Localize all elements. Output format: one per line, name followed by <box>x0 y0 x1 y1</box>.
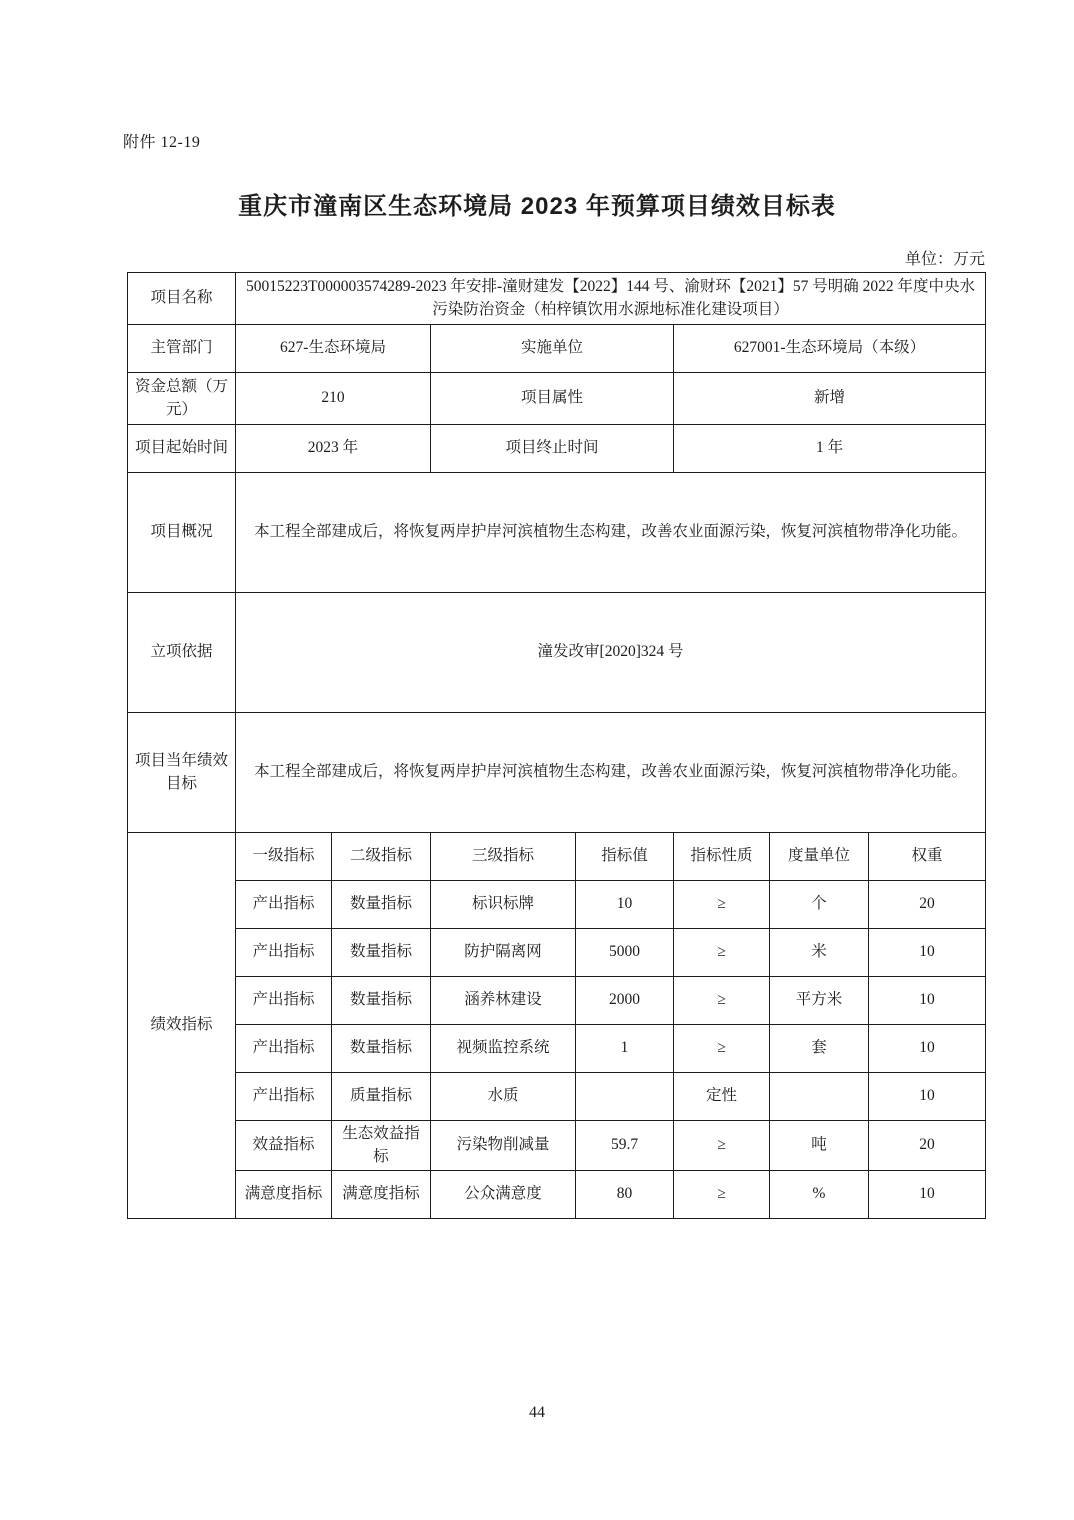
indicator-level3: 标识标牌 <box>431 881 576 929</box>
attachment-label: 附件 12-19 <box>123 134 201 151</box>
indicator-weight: 20 <box>869 881 986 929</box>
indicator-level2: 数量指标 <box>332 929 431 977</box>
indicator-level3: 污染物削减量 <box>431 1121 576 1171</box>
indicator-value: 80 <box>576 1171 674 1219</box>
table-row <box>128 713 986 833</box>
total-fund-label: 资金总额（万元） <box>128 373 236 425</box>
indicator-value: 1 <box>576 1025 674 1073</box>
indicator-weight: 10 <box>869 1171 986 1219</box>
impl-value: 627001-生态环境局（本级） <box>674 325 986 373</box>
indicator-level1: 满意度指标 <box>236 1171 332 1219</box>
page-title: 重庆市潼南区生态环境局 2023 年预算项目绩效目标表 <box>238 193 836 220</box>
indicator-row <box>128 1121 986 1171</box>
indicator-row <box>128 881 986 929</box>
indicator-level1: 产出指标 <box>236 977 332 1025</box>
indicator-level1: 产出指标 <box>236 1073 332 1121</box>
indicator-row <box>128 1171 986 1219</box>
indicator-nature: ≥ <box>674 1171 770 1219</box>
dept-value: 627-生态环境局 <box>236 325 431 373</box>
indicator-value: 2000 <box>576 977 674 1025</box>
total-fund-value: 210 <box>236 373 431 425</box>
header-level1: 一级指标 <box>236 833 332 881</box>
table-row <box>128 373 986 425</box>
header-unit: 度量单位 <box>770 833 869 881</box>
attribute-value: 新增 <box>674 373 986 425</box>
table-row <box>128 273 986 325</box>
annual-goal-value: 本工程全部建成后，将恢复两岸护岸河滨植物生态构建，改善农业面源污染，恢复河滨植物带净化功能。 <box>236 713 986 833</box>
indicator-unit: 平方米 <box>770 977 869 1025</box>
performance-target-table <box>127 272 986 1219</box>
header-level2: 二级指标 <box>332 833 431 881</box>
indicator-weight: 10 <box>869 929 986 977</box>
indicator-level2: 数量指标 <box>332 1025 431 1073</box>
indicator-weight: 20 <box>869 1121 986 1171</box>
indicator-level2: 质量指标 <box>332 1073 431 1121</box>
indicator-nature: ≥ <box>674 1025 770 1073</box>
impl-label: 实施单位 <box>431 325 674 373</box>
dept-label: 主管部门 <box>128 325 236 373</box>
indicator-level2: 生态效益指标 <box>332 1121 431 1171</box>
indicator-unit: 个 <box>770 881 869 929</box>
header-weight: 权重 <box>869 833 986 881</box>
table-row <box>128 325 986 373</box>
overview-label: 项目概况 <box>128 473 236 593</box>
table-row <box>128 425 986 473</box>
header-level3: 三级指标 <box>431 833 576 881</box>
indicator-level3: 公众满意度 <box>431 1171 576 1219</box>
indicator-level2: 数量指标 <box>332 881 431 929</box>
indicator-row <box>128 977 986 1025</box>
attribute-label: 项目属性 <box>431 373 674 425</box>
start-time-label: 项目起始时间 <box>128 425 236 473</box>
indicator-weight: 10 <box>869 1025 986 1073</box>
indicator-level1: 产出指标 <box>236 929 332 977</box>
indicator-unit <box>770 1073 869 1121</box>
indicator-row <box>128 1025 986 1073</box>
indicator-header-row <box>128 833 986 881</box>
indicator-nature: ≥ <box>674 929 770 977</box>
indicator-level3: 水质 <box>431 1073 576 1121</box>
basis-label: 立项依据 <box>128 593 236 713</box>
indicator-value <box>576 1073 674 1121</box>
project-name-label: 项目名称 <box>128 273 236 325</box>
page-number: 44 <box>529 1404 545 1421</box>
table-row <box>128 473 986 593</box>
start-time-value: 2023 年 <box>236 425 431 473</box>
indicator-unit: % <box>770 1171 869 1219</box>
indicator-nature: ≥ <box>674 881 770 929</box>
indicator-nature: ≥ <box>674 977 770 1025</box>
header-value: 指标值 <box>576 833 674 881</box>
indicator-level1: 效益指标 <box>236 1121 332 1171</box>
end-time-label: 项目终止时间 <box>431 425 674 473</box>
project-name-value: 50015223T000003574289-2023 年安排-潼财建发【2022】144 号、渝财环【2021】57 号明确 2022 年度中央水污染防治资金（柏梓镇饮用水源地标准化建设项目） <box>236 273 986 325</box>
table-row <box>128 593 986 713</box>
indicator-nature: 定性 <box>674 1073 770 1121</box>
indicator-nature: ≥ <box>674 1121 770 1171</box>
header-nature: 指标性质 <box>674 833 770 881</box>
indicator-unit: 吨 <box>770 1121 869 1171</box>
indicator-level3: 视频监控系统 <box>431 1025 576 1073</box>
indicator-level3: 涵养林建设 <box>431 977 576 1025</box>
indicator-level2: 满意度指标 <box>332 1171 431 1219</box>
basis-value: 潼发改审[2020]324 号 <box>236 593 986 713</box>
indicator-level1: 产出指标 <box>236 881 332 929</box>
indicators-section-label: 绩效指标 <box>128 833 236 1219</box>
indicator-level3: 防护隔离网 <box>431 929 576 977</box>
indicator-weight: 10 <box>869 977 986 1025</box>
overview-value: 本工程全部建成后，将恢复两岸护岸河滨植物生态构建，改善农业面源污染，恢复河滨植物带净化功能。 <box>236 473 986 593</box>
indicator-level1: 产出指标 <box>236 1025 332 1073</box>
indicator-level2: 数量指标 <box>332 977 431 1025</box>
annual-goal-label: 项目当年绩效目标 <box>128 713 236 833</box>
indicator-row <box>128 1073 986 1121</box>
indicator-weight: 10 <box>869 1073 986 1121</box>
unit-note: 单位：万元 <box>904 251 985 268</box>
end-time-value: 1 年 <box>674 425 986 473</box>
indicator-value: 5000 <box>576 929 674 977</box>
indicator-row <box>128 929 986 977</box>
indicator-unit: 米 <box>770 929 869 977</box>
indicator-unit: 套 <box>770 1025 869 1073</box>
indicator-value: 59.7 <box>576 1121 674 1171</box>
indicator-value: 10 <box>576 881 674 929</box>
